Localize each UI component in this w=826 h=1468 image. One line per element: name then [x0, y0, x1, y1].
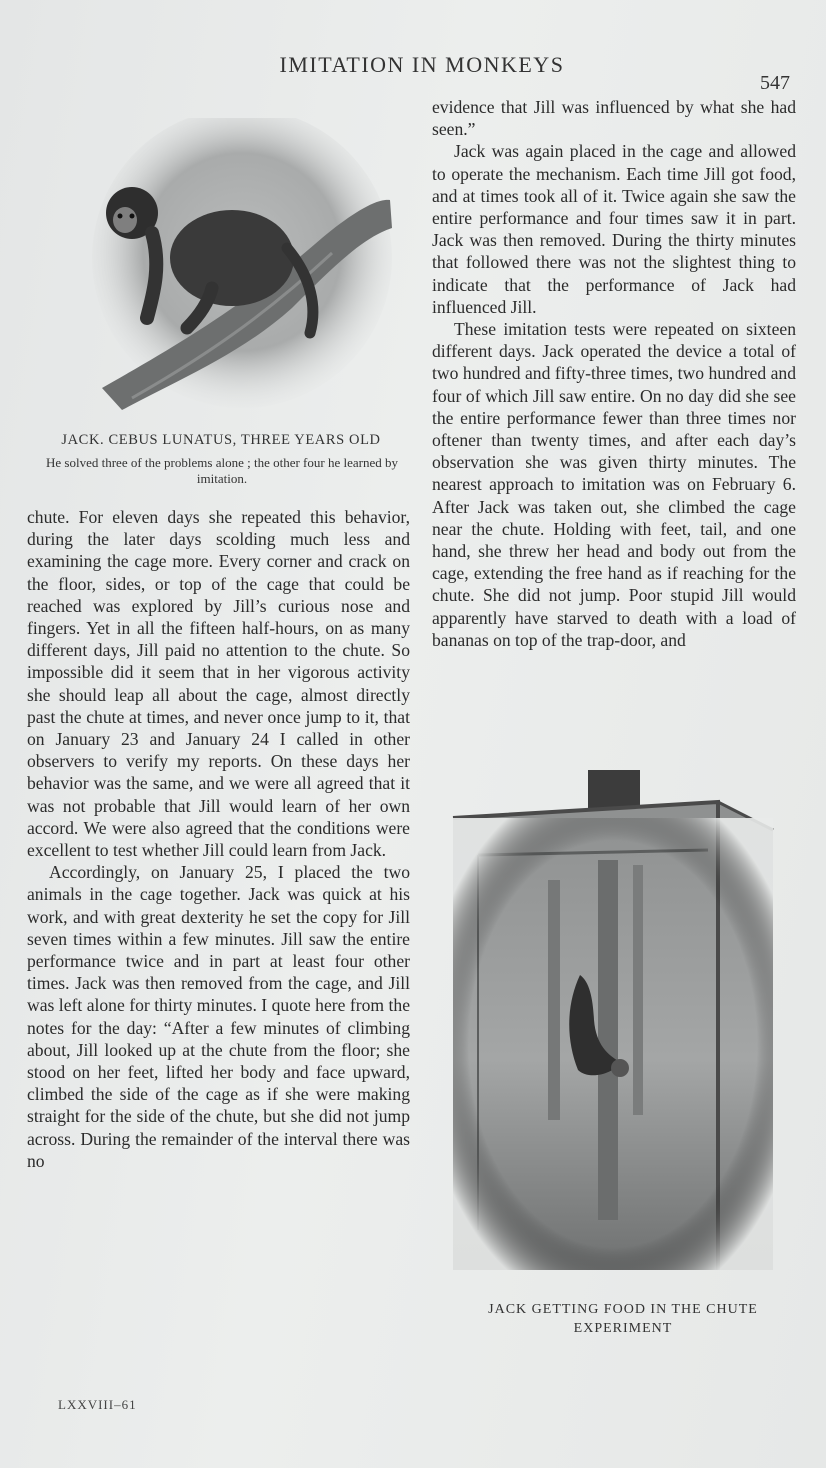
monkey-body: [170, 210, 294, 306]
monkey-photo: [92, 118, 392, 410]
figure-caption-bottom: [448, 1300, 798, 1338]
right-paragraph-2: Jack was again placed in the cage and allowed to operate the mechanism. Each time Jill got food, and at times took all of it. Twice again she saw the entire performance and four times saw it in part. Jack was then removed. During the thirty minutes that followed there was not the slightest thing to indicate that the performance of Jack had influenced Jill.: [432, 141, 796, 317]
right-paragraph-1: evidence that Jill was influenced by what she had seen.”: [432, 97, 796, 140]
running-title: IMITATION IN MONKEYS: [279, 52, 565, 77]
figure-caption-title: JACK. CEBUS LUNATUS, THREE YEARS OLD: [61, 432, 381, 448]
figure-caption-text: He solved three of the problems alone ; the other four he learned by imitation.: [46, 455, 398, 486]
right-column: [432, 96, 796, 651]
figure-caption-bottom-line2: EXPERIMENT: [573, 1321, 673, 1336]
figure-caption-bottom-line1: JACK GETTING FOOD IN THE CHUTE: [488, 1302, 758, 1317]
right-paragraph-3: These imitation tests were repeated on sixteen different days. Jack operated the device a total of two hundred and fifty-three times, two hundred and four of which Jill saw entire. On no day did she see the entire performance fewer than three times nor oftener than twenty times, and after each day’s observation she was given thirty minutes. The nearest approach to imitation was on February 6. After Jack was taken out, she climbed the cage near the chute. Holding with feet, tail, and one hand, she threw her head and body out from the cage, extending the free hand as if reaching for the chute. She did not jump. Poor stupid Jill would apparently have starved to death with a load of bananas on top of the trap-door, and: [432, 319, 796, 650]
cage-photo: [448, 770, 778, 1270]
page-number: 547: [760, 72, 790, 94]
signature-mark: LXXVIII–61: [58, 1397, 137, 1412]
left-paragraph-1: chute. For eleven days she repeated this behavior, during the later days scolding much less and examining the cage more. Every corner and crack on the floor, sides, or top of the cage that could be reached was explored by Jill’s curious nose and fingers. Yet in all the fifteen half-hours, on as many different days, Jill paid no attention to the chute. So impossible did it seem that in her vigorous activity she should leap all about the cage, almost directly past the chute at times, and never once jump to it, that on January 23 and January 24 I called in other observers to verify my reports. On these days her behavior was the same, and we were all agreed that it was not probable that Jill would learn of her own accord. We were also agreed that the conditions were excellent to test whether Jill could learn from Jack.: [27, 507, 410, 861]
left-paragraph-2: Accordingly, on January 25, I placed the two animals in the cage together. Jack was quick at his work, and with great dexterity he set the copy for Jill seven times within a few minutes. Jill saw the entire performance twice and in part at least four other times. Jack was then removed from the cage, and Jill was left alone for thirty minutes. I quote here from the notes for the day: “After a few minutes of climbing about, Jill looked up at the chute from the floor; she stood on her feet, lifted her body and face upward, climbed the side of the cage as if she were making straight for the side of the chute, but she did not jump across. During the remainder of the interval there was no: [27, 862, 410, 1171]
left-column: [27, 506, 410, 1172]
